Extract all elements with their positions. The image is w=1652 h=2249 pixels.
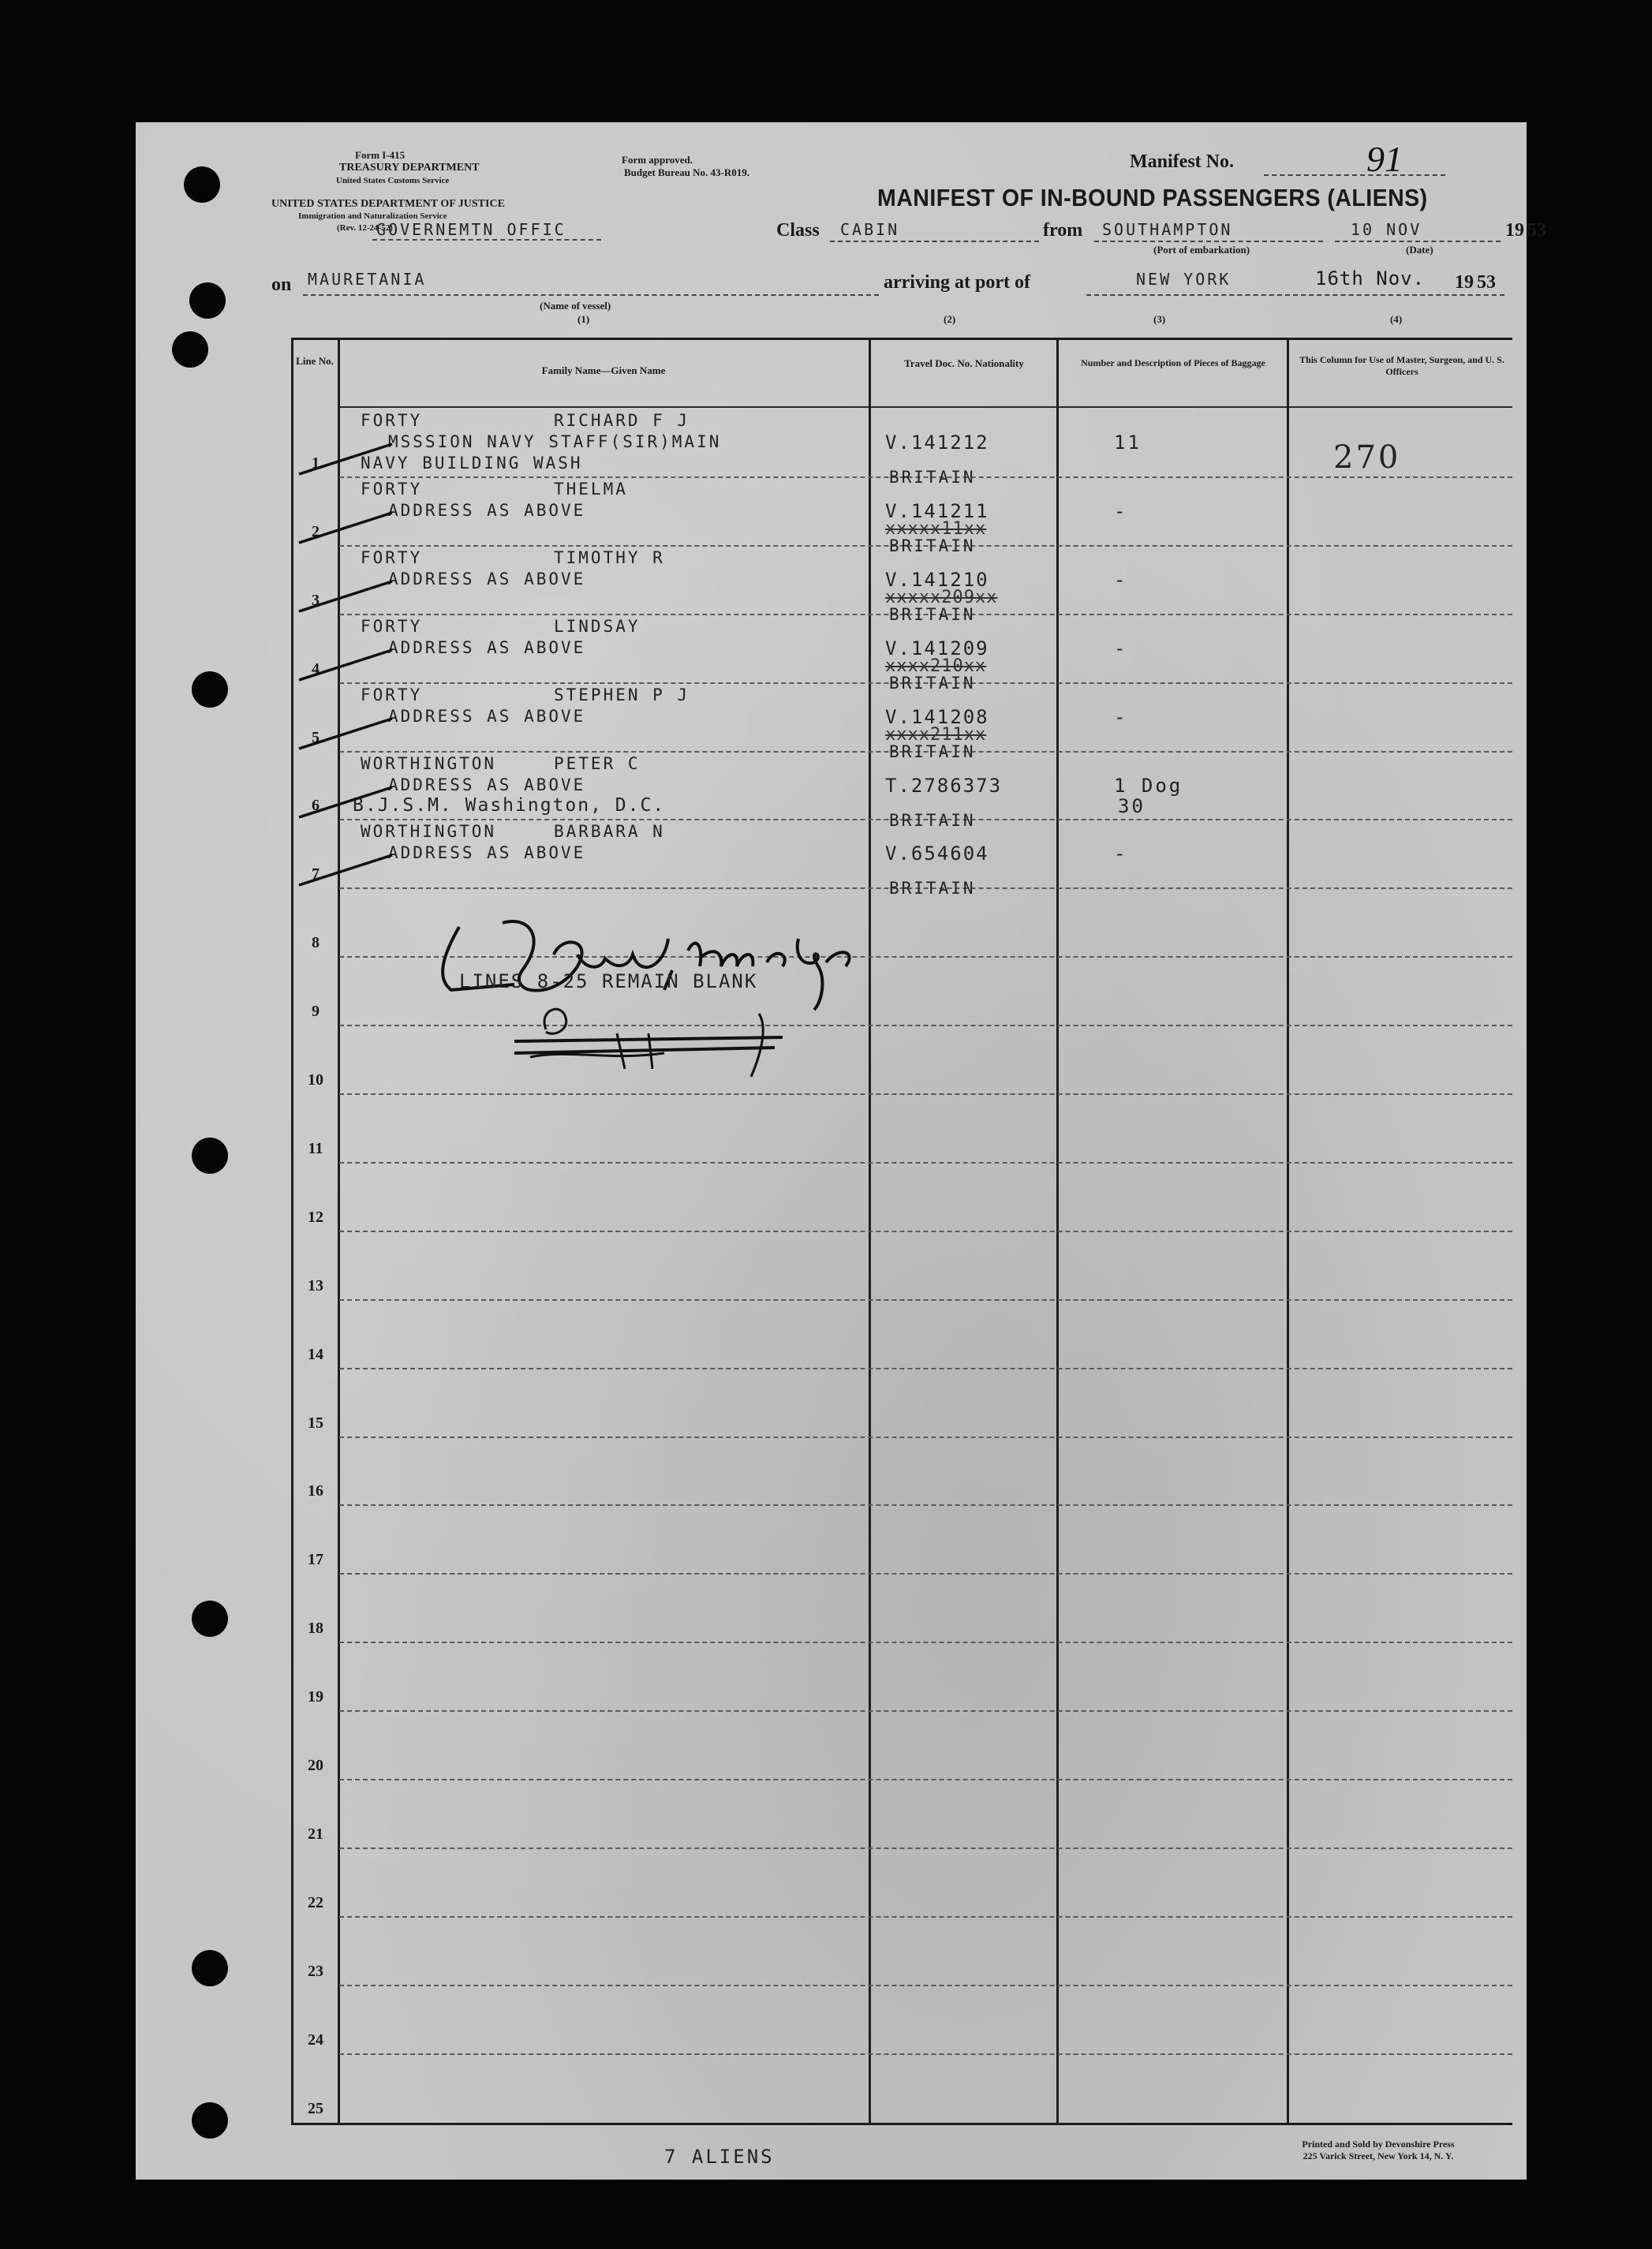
travel-doc-number: V.141209	[885, 637, 989, 659]
passenger-address-line-2: NAVY BUILDING WASH	[361, 454, 583, 473]
arrival-underline	[1086, 294, 1504, 296]
check-mark	[297, 439, 400, 479]
form-approved: Form approved.	[622, 154, 693, 166]
line-number: 14	[308, 1345, 323, 1363]
punch-hole	[192, 2102, 228, 2139]
punch-hole	[192, 1950, 228, 1986]
class-underline	[830, 241, 1039, 242]
baggage-description: -	[1114, 705, 1128, 728]
passenger-address: MSSSION NAVY STAFF(SIR)MAIN	[388, 432, 722, 451]
office-value: GOVERNEMTN OFFIC	[376, 220, 566, 239]
nationality: BRITAIN	[889, 536, 976, 555]
col-2-number: (2)	[944, 313, 956, 325]
baggage-description: -	[1114, 842, 1128, 865]
header-travel-doc: Travel Doc. No. Nationality	[904, 357, 1024, 369]
budget-bureau: Budget Bureau No. 43-R019.	[624, 166, 750, 178]
manifest-page	[136, 122, 1546, 2180]
form-number: Form I-415	[355, 149, 406, 161]
travel-doc-number: V.141210	[885, 568, 989, 591]
printer-line-1: Printed and Sold by Devonshire Press	[1302, 2139, 1455, 2150]
travel-doc-number: V.141211	[885, 499, 989, 522]
line-number: 12	[308, 1208, 323, 1226]
check-mark	[297, 508, 400, 547]
baggage-description: 11	[1114, 431, 1142, 454]
nationality: BRITAIN	[889, 468, 976, 487]
passenger-family-name: FORTY	[361, 547, 423, 567]
baggage-description: 1 Dog	[1114, 774, 1183, 797]
blank-lines-note: LINES 8-25 REMAIN BLANK	[459, 970, 758, 992]
manifest-no-value: 91	[1366, 139, 1403, 179]
punch-hole	[192, 1601, 228, 1637]
class-value: CABIN	[840, 220, 900, 239]
row-separator	[339, 1710, 1512, 1712]
customs-service: United States Customs Service	[336, 176, 450, 185]
row-separator	[339, 1162, 1512, 1164]
from-label: from	[1043, 220, 1083, 241]
line-number: 18	[308, 1620, 323, 1638]
year-suffix: 53	[1527, 220, 1546, 241]
row-separator	[339, 1642, 1512, 1643]
class-label: Class	[776, 220, 820, 241]
row-separator	[339, 1231, 1512, 1232]
punch-hole	[192, 671, 228, 708]
header-line-no: Line No.	[296, 355, 334, 367]
passenger-given-name: BARBARA N	[554, 822, 665, 842]
passenger-given-name: TIMOTHY R	[554, 547, 665, 567]
passenger-family-name: FORTY	[361, 685, 423, 704]
nationality: BRITAIN	[889, 742, 976, 761]
header-officers: This Column for Use of Master, Surgeon, and U. S. Officers	[1299, 354, 1504, 377]
passenger-family-name: FORTY	[361, 616, 423, 636]
embark-caption: (Port of embarkation)	[1153, 244, 1250, 256]
punch-hole	[189, 282, 226, 319]
row-separator	[339, 1779, 1512, 1780]
line-number: 3	[312, 591, 320, 609]
line-number: 9	[312, 1003, 320, 1021]
col-3-number: (3)	[1153, 313, 1166, 325]
nationality: BRITAIN	[889, 810, 976, 830]
passenger-family-name: WORTHINGTON	[361, 753, 497, 773]
line-number: 17	[308, 1551, 323, 1569]
line-number: 4	[312, 659, 320, 678]
on-label: on	[271, 275, 292, 295]
travel-doc-struck: xxxxx11xx	[885, 518, 987, 539]
row-separator	[339, 1299, 1512, 1301]
date-caption: (Date)	[1406, 244, 1433, 256]
page-title: MANIFEST OF IN-BOUND PASSENGERS (ALIENS)	[877, 184, 1428, 211]
from-value: SOUTHAMPTON	[1102, 220, 1233, 239]
line-number: 8	[312, 934, 320, 952]
check-mark	[297, 850, 400, 890]
row-separator	[339, 1093, 1512, 1095]
arrival-year-prefix: 19	[1455, 272, 1474, 293]
baggage-count: 30	[1118, 794, 1146, 817]
line-number: 1	[312, 454, 320, 472]
total-aliens: 7 ALIENS	[664, 2146, 775, 2168]
baggage-description: -	[1114, 568, 1128, 591]
printer-line-2: 225 Varick Street, New York 14, N. Y.	[1303, 2150, 1454, 2161]
passenger-address: ADDRESS AS ABOVE	[388, 637, 586, 657]
officer-notation: 270	[1333, 439, 1401, 476]
check-mark	[297, 645, 400, 685]
check-mark	[297, 577, 400, 616]
row-separator	[339, 1573, 1512, 1575]
passenger-address: ADDRESS AS ABOVE	[388, 775, 586, 794]
row-separator	[339, 1916, 1512, 1918]
passenger-given-name: PETER C	[554, 753, 641, 773]
arrival-year-suffix: 53	[1477, 272, 1496, 293]
passenger-family-name: FORTY	[361, 411, 423, 430]
line-number: 6	[312, 797, 320, 815]
check-mark	[297, 714, 400, 753]
vessel-caption: (Name of vessel)	[540, 300, 611, 312]
line-number: 11	[308, 1139, 323, 1157]
baggage-description: -	[1114, 637, 1128, 659]
passenger-address: ADDRESS AS ABOVE	[388, 706, 586, 726]
doj: UNITED STATES DEPARTMENT OF JUSTICE	[271, 198, 505, 210]
line-number: 20	[308, 1757, 323, 1774]
travel-doc-number: V.654604	[885, 842, 989, 865]
line-number: 13	[308, 1276, 323, 1294]
row-separator	[339, 1368, 1512, 1369]
year-prefix: 19	[1505, 220, 1524, 241]
line-number: 22	[308, 1893, 323, 1911]
date-value: 10 NOV	[1351, 220, 1422, 239]
row-separator	[339, 2053, 1512, 2055]
travel-doc-number: V.141212	[885, 431, 989, 454]
row-separator	[339, 1504, 1512, 1506]
punch-hole	[184, 166, 220, 203]
revision: (Rev. 12-24-52)	[337, 223, 393, 233]
manifest-no-label: Manifest No.	[1130, 151, 1234, 172]
line-number: 15	[308, 1414, 323, 1432]
passenger-address: ADDRESS AS ABOVE	[388, 569, 586, 588]
line-number: 19	[308, 1688, 323, 1706]
travel-doc-struck: xxxxx209xx	[885, 587, 998, 607]
passenger-given-name: LINDSAY	[554, 616, 641, 636]
check-mark	[297, 783, 400, 822]
passenger-family-name: FORTY	[361, 479, 423, 499]
punch-hole	[172, 331, 208, 368]
travel-doc-number: T.2786373	[885, 774, 1003, 797]
date-underline	[1335, 241, 1501, 242]
nationality: BRITAIN	[889, 604, 976, 624]
line-number: 24	[308, 2030, 323, 2049]
line-number: 10	[308, 1071, 323, 1089]
passenger-address: ADDRESS AS ABOVE	[388, 500, 586, 520]
line-number: 7	[312, 865, 320, 884]
vessel-underline	[303, 294, 879, 296]
travel-doc-struck: xxxx210xx	[885, 656, 987, 676]
passenger-given-name: THELMA	[554, 479, 628, 499]
col-1-number: (1)	[577, 313, 590, 325]
nationality: BRITAIN	[889, 673, 976, 693]
line-number: 25	[308, 2099, 323, 2117]
line-number: 16	[308, 1482, 323, 1500]
arrival-date: 16th Nov.	[1315, 267, 1426, 290]
treasury-dept: TREASURY DEPARTMENT	[339, 162, 480, 174]
col-4-number: (4)	[1390, 313, 1403, 325]
row-separator	[339, 1847, 1512, 1849]
line-number: 23	[308, 1962, 323, 1980]
header-baggage: Number and Description of Pieces of Baggage	[1081, 357, 1265, 368]
row-separator	[339, 1985, 1512, 1986]
passenger-family-name: WORTHINGTON	[361, 822, 497, 842]
arrival-port: NEW YORK	[1136, 270, 1232, 289]
punch-hole	[192, 1138, 228, 1174]
passenger-address: ADDRESS AS ABOVE	[388, 843, 586, 863]
baggage-description: -	[1114, 499, 1128, 522]
from-underline	[1094, 241, 1323, 242]
ins: Immigration and Naturalization Service	[298, 211, 447, 221]
passenger-address-line-2: B.J.S.M. Washington, D.C.	[353, 794, 666, 816]
row-separator	[339, 1436, 1512, 1438]
travel-doc-number: V.141208	[885, 705, 989, 728]
travel-doc-struck: xxxx211xx	[885, 724, 987, 745]
vessel-value: MAURETANIA	[308, 270, 427, 289]
line-number: 21	[308, 1825, 323, 1843]
arriving-label: arriving at port of	[884, 272, 1030, 293]
passenger-given-name: RICHARD F J	[554, 411, 690, 430]
line-number: 5	[312, 728, 320, 746]
manifest-no-underline	[1264, 174, 1445, 176]
passenger-given-name: STEPHEN P J	[554, 685, 690, 704]
office-underline	[372, 239, 601, 241]
line-number: 2	[312, 522, 320, 540]
nationality: BRITAIN	[889, 879, 976, 898]
header-name: Family Name—Given Name	[541, 364, 666, 376]
